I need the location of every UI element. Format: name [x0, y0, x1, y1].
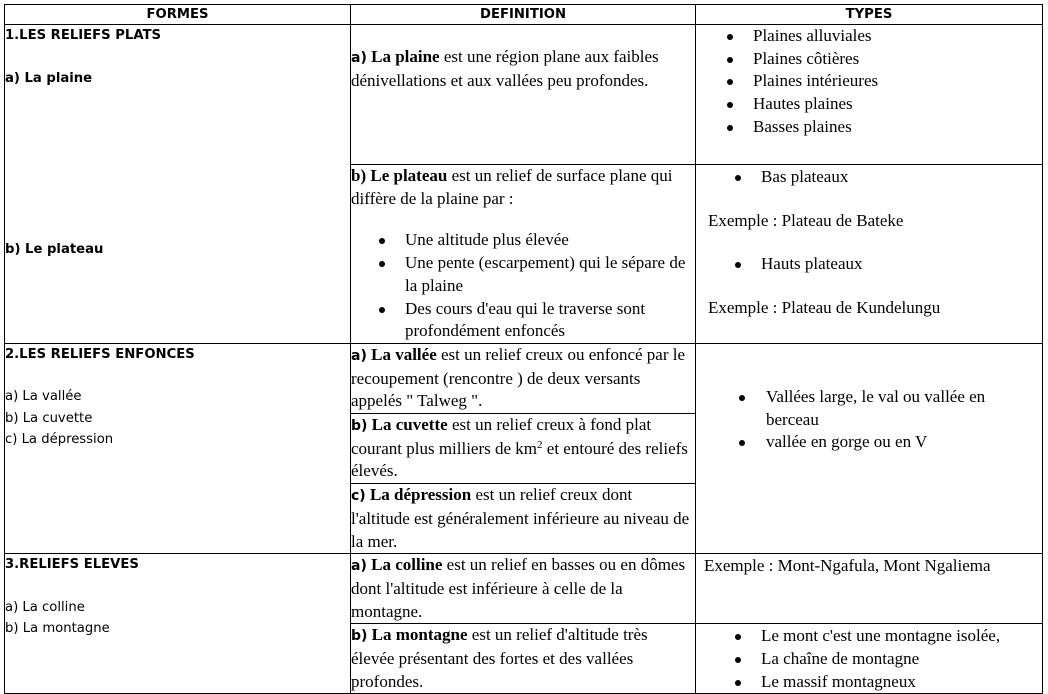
plaine-label: a) — [351, 50, 367, 66]
header-row — [5, 5, 1043, 25]
plaine-term: La plaine — [371, 47, 440, 66]
montagne-term: La montagne — [371, 625, 468, 645]
plateau-text: est un relief de surface plane qui diffère de la plaine par : — [351, 166, 673, 208]
bullet-icon — [735, 262, 741, 268]
list-item: Bas plateaux — [704, 166, 1034, 189]
montagne-definition: b) La montagne est un relief d'altitude très élevée présentant des fortes et des vallées profondes. — [351, 625, 648, 691]
list-item: La chaîne de montagne — [704, 648, 1038, 671]
plaine-text: est une région plane aux faibles dénivellations et aux vallées peu profondes. — [351, 47, 659, 90]
table-row-colline — [5, 554, 1043, 624]
vallee-types-cell — [696, 343, 1043, 553]
list-item: Plaines côtières — [696, 48, 1042, 71]
plaine-types-list — [696, 25, 1042, 139]
depression-definition-cell — [351, 484, 696, 554]
depression-definition: c) La dépression est un relief creux dont l'altitude est généralement inférieure au niveau de la mer. — [351, 485, 690, 551]
bullet-icon — [379, 238, 385, 244]
bullet-icon — [727, 34, 733, 40]
bullet-icon — [739, 395, 745, 401]
reliefs-table — [4, 4, 1043, 694]
plaine-types-cell — [696, 25, 1043, 165]
list-item: Une altitude plus élevée — [351, 229, 695, 252]
plateau-types-list-1 — [704, 166, 1034, 189]
colline-definition: a) La colline est un relief en basses ou en dômes dont l'altitude est inférieure à celle de la montagne. — [351, 555, 686, 621]
section1-forms-cell — [5, 25, 351, 344]
list-item: Le massif montagneux — [704, 671, 1038, 694]
vallee-definition: a) La vallée est un relief creux ou enfoncé par le recoupement (rencontre ) de deux versants appelés " Talweg ". — [351, 344, 686, 411]
section3-forms-cell — [5, 554, 351, 694]
cuvette-term: La cuvette — [371, 415, 448, 435]
section2-forms-cell — [5, 343, 351, 553]
plateau-criteria-list — [351, 229, 695, 343]
list-item: Des cours d'eau qui le traverse sont profondément enfoncés — [351, 298, 695, 343]
bullet-icon — [735, 634, 741, 640]
colline-term: La colline — [371, 555, 443, 575]
depression-term: La dépression — [369, 485, 472, 505]
plaine-definition — [351, 46, 695, 92]
header-formes: FORMES — [5, 5, 351, 25]
list-item: Plaines alluviales — [696, 25, 1042, 48]
list-item: Une pente (escarpement) qui le sépare de la plaine — [351, 252, 695, 297]
vallee-types-list — [704, 386, 1034, 454]
list-item: Hauts plateaux — [704, 253, 1034, 276]
bullet-icon — [727, 102, 733, 108]
montagne-types-cell — [696, 624, 1043, 694]
item-cuvette: b) La cuvette — [5, 410, 93, 426]
item-plateau: b) Le plateau — [5, 242, 104, 257]
list-item: Plaines intérieures — [696, 70, 1042, 93]
table-row-plaine — [5, 25, 1043, 165]
item-montagne: b) La montagne — [5, 621, 110, 637]
plateau-types-list-2 — [704, 253, 1034, 276]
item-vallee: a) La vallée — [5, 389, 82, 405]
header-types: TYPES — [696, 5, 1043, 25]
item-plaine: a) La plaine — [5, 70, 93, 86]
cuvette-definition-cell — [351, 414, 696, 484]
section1-title: 1.LES RELIEFS PLATS — [5, 28, 162, 43]
bullet-icon — [379, 307, 385, 313]
table-row-vallee — [5, 343, 1043, 413]
section3-title: 3.RELIEFS ELEVES — [5, 557, 139, 573]
bullet-icon — [739, 440, 745, 446]
plateau-definition — [351, 165, 695, 210]
vallee-definition-cell — [351, 343, 696, 413]
item-depression: c) La dépression — [5, 432, 114, 448]
list-item: vallée en gorge ou en V — [704, 431, 1034, 454]
plateau-term: b) Le plateau — [351, 166, 448, 185]
bullet-icon — [735, 657, 741, 663]
list-item: Le mont c'est une montagne isolée, — [704, 625, 1038, 648]
colline-definition-cell — [351, 554, 696, 624]
colline-example: Exemple : Mont-Ngafula, Mont Ngaliema — [704, 556, 991, 576]
plateau-example-1: Exemple : Plateau de Bateke — [708, 210, 904, 230]
bullet-icon — [727, 125, 733, 131]
plaine-definition-cell — [351, 25, 696, 165]
bullet-icon — [727, 57, 733, 63]
bullet-icon — [379, 261, 385, 267]
cuvette-definition: b) La cuvette est un relief creux à fond plat courant plus milliers de $km^2$ et entouré des reliefs élevés. — [351, 415, 688, 481]
colline-types-cell — [696, 554, 1043, 624]
plateau-definition-cell — [351, 165, 696, 344]
plateau-types-cell — [696, 165, 1043, 344]
montagne-definition-cell — [351, 624, 696, 694]
bullet-icon — [735, 175, 741, 181]
item-colline: a) La colline — [5, 599, 85, 615]
list-item: Basses plaines — [696, 116, 1042, 139]
montagne-types-list — [704, 625, 1038, 693]
section2-title: 2.LES RELIEFS ENFONCES — [5, 346, 195, 362]
bullet-icon — [727, 79, 733, 85]
header-definition: DEFINITION — [351, 5, 696, 25]
plateau-example-2: Exemple : Plateau de Kundelungu — [708, 298, 941, 318]
list-item: Vallées large, le val ou vallée en berceau — [704, 386, 1034, 431]
list-item: Hautes plaines — [696, 93, 1042, 116]
vallee-term: La vallée — [371, 344, 437, 364]
